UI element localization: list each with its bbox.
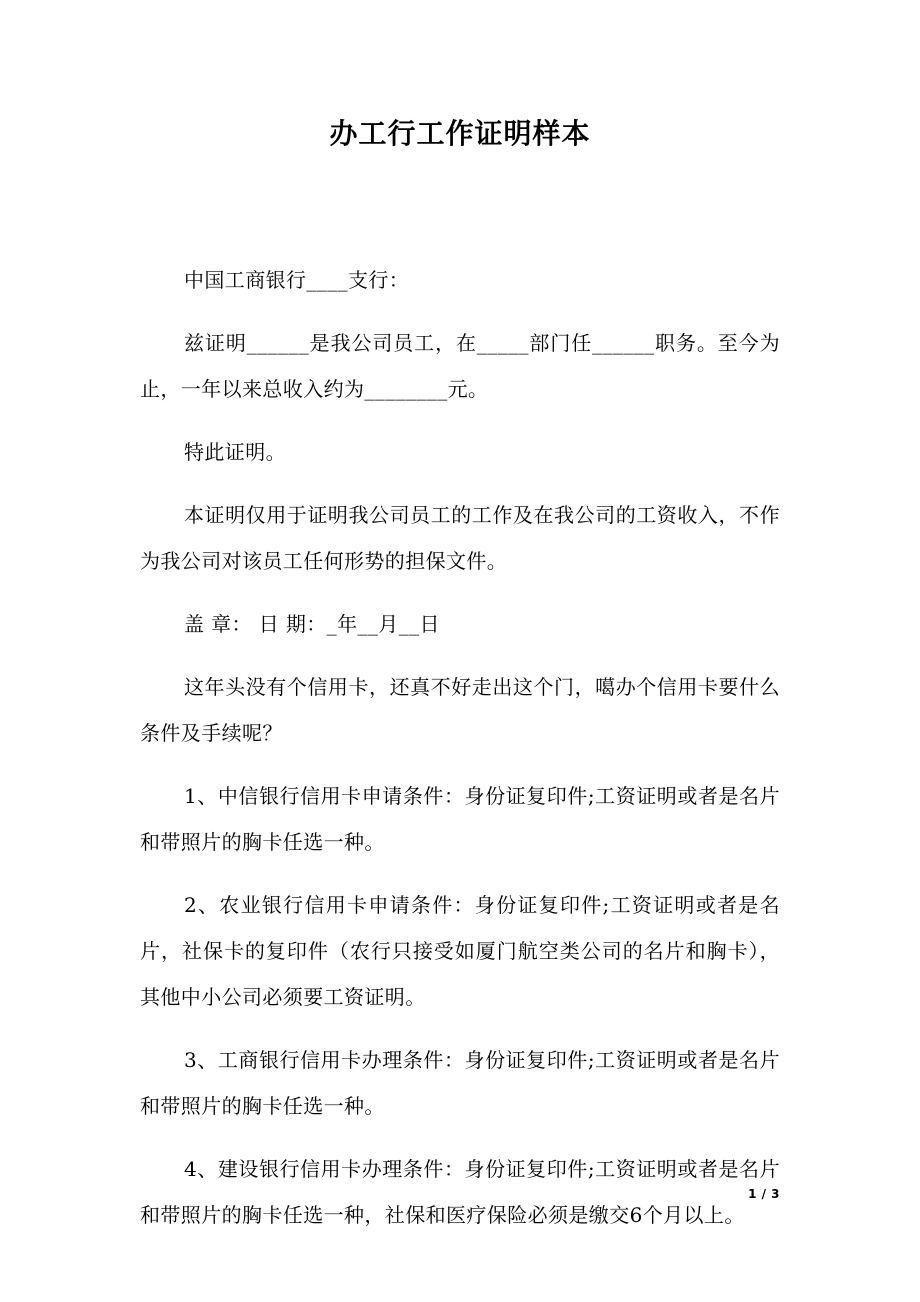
paragraph-addressee: 中国工商银行____支行：: [184, 268, 410, 292]
paragraph-seal-date: 盖 章： 日 期：_年__月__日: [184, 612, 440, 636]
paragraph-item-4: 4、建设银行信用卡办理条件：身份证复印件;工资证明或者是名片和带照片的胸卡任选一种，社保和医疗保险必须是缴交6个月以上。: [140, 1157, 780, 1227]
paragraph-item-2: 2、农业银行信用卡申请条件：身份证复印件;工资证明或者是名片，社保卡的复印件（农行只接受如厦门航空类公司的名片和胸卡），其他中小公司必须要工资证明。: [140, 893, 780, 1009]
paragraph-disclaimer: 本证明仅用于证明我公司员工的工作及在我公司的工资收入，不作为我公司对该员工任何形势的担保文件。: [140, 503, 780, 573]
paragraph-item-1: 1、中信银行信用卡申请条件：身份证复印件;工资证明或者是名片和带照片的胸卡任选一种。: [140, 784, 780, 854]
paragraph-closing: 特此证明。: [184, 440, 286, 464]
document-title: 办工行工作证明样本: [329, 117, 591, 150]
paragraph-certification: 兹证明______是我公司员工，在_____部门任______职务。至今为止，一年以来总收入约为________元。: [140, 331, 780, 401]
document-body: [140, 257, 780, 1255]
paragraph-intro: 这年头没有个信用卡，还真不好走出这个门，噶办个信用卡要什么条件及手续呢？: [140, 675, 780, 745]
page-number: 1 / 3: [748, 1187, 780, 1201]
paragraph-item-3: 3、工商银行信用卡办理条件：身份证复印件;工资证明或者是名片和带照片的胸卡任选一种。: [140, 1048, 780, 1118]
